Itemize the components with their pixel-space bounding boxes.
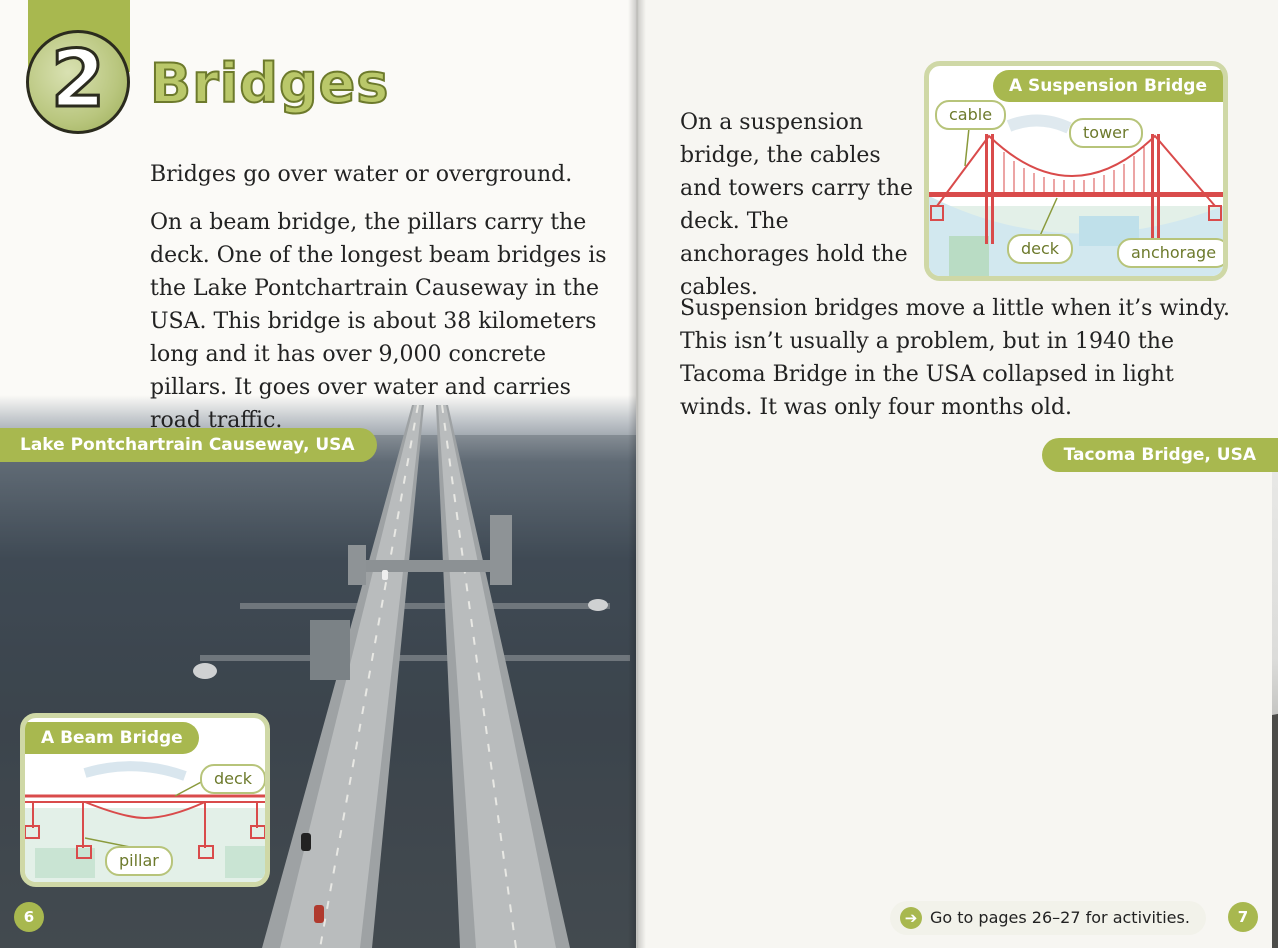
suspension-bridge-diagram: [924, 61, 1228, 281]
anchorage-label: anchorage: [1117, 238, 1228, 268]
suspension-diagram-title: A Suspension Bridge: [993, 70, 1223, 102]
activities-link[interactable]: [890, 901, 1206, 935]
tacoma-illustration: [1272, 465, 1278, 948]
tacoma-caption: Tacoma Bridge, USA: [1042, 438, 1278, 472]
right-page: [636, 0, 1278, 948]
pillar-label: pillar: [105, 846, 173, 876]
beam-bridge-paragraph: On a beam bridge, the pillars carry the deck. One of the longest beam bridges is the Lake Pontchartrain Causeway in the USA. This bridge is about 38 kilometers long and it has over 9,000 concrete pillars. It goes over water and carries road traffic.: [150, 210, 607, 433]
arrow-right-icon: ➔: [900, 907, 922, 929]
page-number-right: 7: [1228, 902, 1258, 932]
suspension-bridge-paragraph: On a suspension bridge, the cables and towers carry the deck. The anchorages hold the cables.: [680, 110, 914, 300]
tacoma-photo: [1272, 465, 1278, 948]
chapter-title: Bridges: [150, 52, 390, 115]
causeway-caption: Lake Pontchartrain Causeway, USA: [0, 428, 377, 462]
tower-label: tower: [1069, 118, 1143, 148]
beam-diagram-title: A Beam Bridge: [25, 722, 199, 754]
beam-bridge-diagram: [20, 713, 270, 887]
tacoma-paragraph: Suspension bridges move a little when it’s windy. This isn’t usually a problem, but in 1940 the Tacoma Bridge in the USA collapsed in light winds. It was only four months old.: [680, 296, 1231, 420]
deck-label: deck: [200, 764, 266, 794]
chapter-number: 2: [50, 35, 106, 125]
chapter-badge: [26, 30, 130, 134]
book-gutter: [628, 0, 646, 948]
cable-label: cable: [935, 100, 1006, 130]
activities-text: Go to pages 26–27 for activities.: [930, 908, 1190, 927]
intro-paragraph: Bridges go over water or overground.: [150, 162, 573, 187]
page-number-left: 6: [14, 902, 44, 932]
left-page: [0, 0, 636, 948]
deck-label-suspension: deck: [1007, 234, 1073, 264]
